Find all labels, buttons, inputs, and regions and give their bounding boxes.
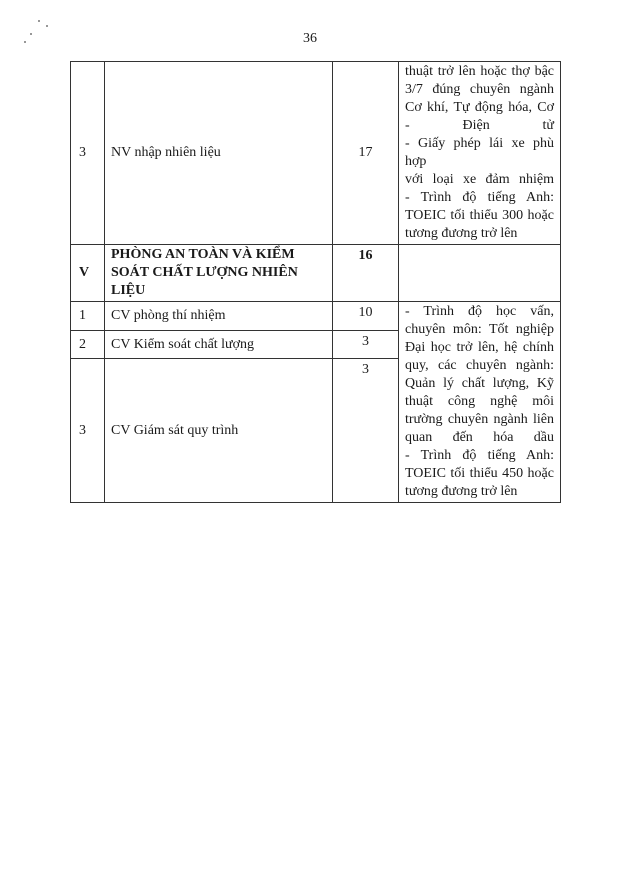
section-title-line: PHÒNG AN TOÀN VÀ KIỂM xyxy=(111,247,295,262)
requirement-line: trường chuyên ngành liên xyxy=(405,412,554,427)
requirement-line: Quản lý chất lượng, Kỹ xyxy=(405,376,554,391)
requirements-cell xyxy=(399,62,561,245)
row-number: 3 xyxy=(71,62,105,245)
position-quantity: 10 xyxy=(333,302,399,331)
requirement-line: - Trình độ tiếng Anh: xyxy=(405,190,554,205)
staffing-table xyxy=(70,61,561,503)
position-quantity: 17 xyxy=(333,62,399,245)
requirement-line: - Điện tử xyxy=(405,118,554,133)
requirement-line: - Trình độ tiếng Anh: xyxy=(405,448,554,463)
section-title-line: SOÁT CHẤT LƯỢNG NHIÊN xyxy=(111,265,298,280)
requirement-line: thuật trở lên hoặc thợ bậc xyxy=(405,64,554,79)
section-quantity: 16 xyxy=(333,245,399,302)
requirements-cell xyxy=(399,302,561,503)
section-requirements-empty xyxy=(399,245,561,302)
page-number: 36 xyxy=(303,31,317,46)
position-name: CV Giám sát quy trình xyxy=(105,359,333,503)
requirement-line: - Giấy phép lái xe phù hợp xyxy=(405,136,554,169)
requirement-line: - Trình độ học vấn, xyxy=(405,304,554,319)
position-name: CV phòng thí nhiệm xyxy=(105,302,333,331)
requirement-line: tương đương trở lên xyxy=(405,226,518,241)
requirement-line: Cơ khí, Tự động hóa, Cơ xyxy=(405,100,554,115)
scan-speck xyxy=(46,25,48,27)
section-title xyxy=(105,245,333,302)
requirement-line: Đại học trở lên, hệ chính xyxy=(405,340,554,355)
requirement-line: chuyên môn: Tốt nghiệp xyxy=(405,322,554,337)
requirement-line: thuật công nghệ môi xyxy=(405,394,554,409)
row-number: 2 xyxy=(71,330,105,359)
position-name: NV nhập nhiên liệu xyxy=(105,62,333,245)
requirement-line: với loại xe đảm nhiệm xyxy=(405,172,554,187)
position-quantity: 3 xyxy=(333,359,399,503)
section-title-line: LIỆU xyxy=(111,283,146,298)
table-row xyxy=(71,62,561,245)
requirement-line: quan đến hóa dầu xyxy=(405,430,554,445)
requirement-line: TOEIC tối thiểu 450 hoặc xyxy=(405,466,554,481)
position-name: CV Kiểm soát chất lượng xyxy=(105,330,333,359)
section-row xyxy=(71,245,561,302)
row-number: 1 xyxy=(71,302,105,331)
requirement-line: quy, các chuyên ngành: xyxy=(405,358,554,373)
position-quantity: 3 xyxy=(333,330,399,359)
requirement-line: TOEIC tối thiểu 300 hoặc xyxy=(405,208,554,223)
row-number: 3 xyxy=(71,359,105,503)
section-number: V xyxy=(71,245,105,302)
requirement-line: tương đương trở lên xyxy=(405,484,518,499)
scan-speck xyxy=(38,20,40,22)
requirement-line: 3/7 đúng chuyên ngành xyxy=(405,82,554,97)
table-row xyxy=(71,302,561,331)
